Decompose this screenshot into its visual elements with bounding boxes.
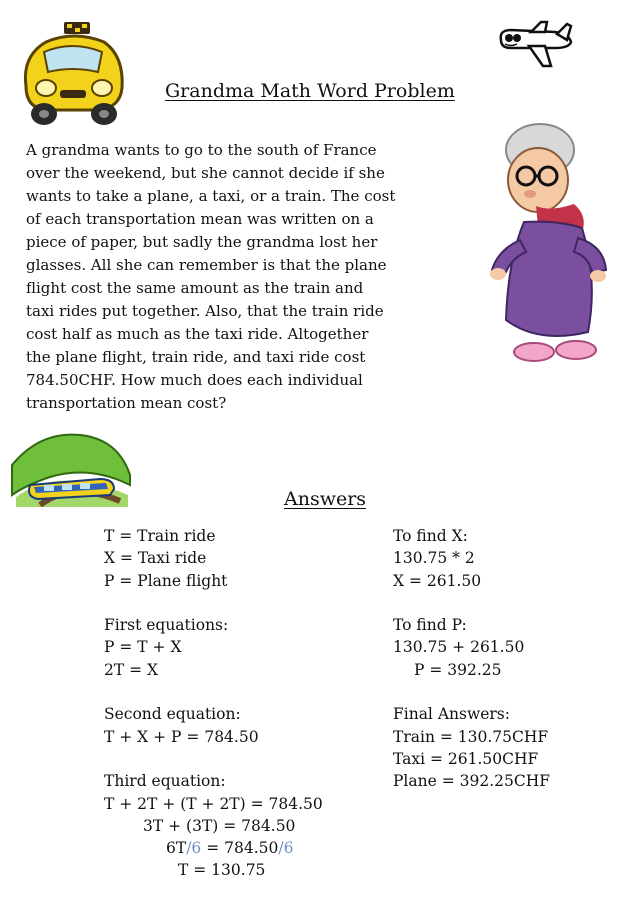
problem-line: piece of paper, but sadly the grandma lost her	[26, 233, 378, 251]
problem-line: 784.50CHF. How much does each individual	[26, 371, 363, 389]
spacer	[393, 592, 550, 614]
equation-line	[104, 837, 323, 859]
equation-line: T = 130.75	[178, 861, 266, 880]
section-label: First equations:	[104, 616, 229, 635]
problem-line: A grandma wants to go to the south of France	[26, 141, 377, 159]
airplane-image	[495, 18, 575, 74]
section-label: Second equation:	[104, 705, 241, 724]
divisor-highlight: /6	[186, 839, 202, 858]
spacer	[104, 748, 323, 770]
equation-line: 130.75 + 261.50	[393, 638, 525, 657]
problem-line: of each transportation mean was written on a	[26, 210, 374, 228]
train-image	[10, 425, 135, 507]
problem-line: wants to take a plane, a taxi, or a train. The cost	[26, 187, 396, 205]
problem-line: cost half as much as the taxi ride. Altogether	[26, 325, 369, 343]
final-steps	[393, 525, 550, 793]
grandma-image	[478, 120, 628, 370]
definition-line: X = Taxi ride	[104, 549, 207, 568]
solution-steps	[104, 525, 323, 882]
definition-line: P = Plane flight	[104, 571, 228, 590]
problem-text	[26, 139, 426, 415]
section-label: To find X:	[393, 527, 468, 545]
equation-line: T + X + P = 784.50	[104, 727, 259, 746]
page-title: Grandma Math Word Problem	[165, 80, 455, 102]
definition-line: T = Train ride	[104, 527, 216, 545]
equation-line: P = T + X	[104, 638, 182, 657]
final-answer: Taxi = 261.50CHF	[393, 749, 539, 768]
problem-line: flight cost the same amount as the train and	[26, 279, 364, 297]
section-label: Third equation:	[104, 772, 226, 791]
equation-line: X = 261.50	[393, 571, 482, 590]
section-label: To find P:	[393, 616, 467, 635]
equation-line: T + 2T + (T + 2T) = 784.50	[104, 794, 323, 813]
final-answer: Train = 130.75CHF	[393, 727, 549, 746]
spacer	[393, 681, 550, 703]
equation-part: = 784.50	[201, 839, 279, 858]
equation-line: 3T + (3T) = 784.50	[143, 816, 296, 835]
problem-line: the plane flight, train ride, and taxi ride cost	[26, 348, 366, 366]
answers-heading: Answers	[284, 488, 367, 510]
problem-line: glasses. All she can remember is that the plane	[26, 256, 387, 274]
equation-line: 130.75 * 2	[393, 549, 475, 568]
section-label: Final Answers:	[393, 705, 510, 724]
problem-line: transportation mean cost?	[26, 394, 227, 412]
spacer	[104, 592, 323, 614]
spacer	[104, 681, 323, 703]
problem-line: over the weekend, but she cannot decide if she	[26, 164, 385, 182]
equation-part: 6T	[166, 839, 187, 858]
final-answer: Plane = 392.25CHF	[393, 772, 550, 791]
problem-line: taxi rides put together. Also, that the train ride	[26, 302, 384, 320]
equation-line: 2T = X	[104, 660, 159, 679]
taxi-image	[12, 16, 132, 128]
divisor-highlight: /6	[278, 839, 294, 858]
equation-line: P = 392.25	[414, 660, 502, 679]
